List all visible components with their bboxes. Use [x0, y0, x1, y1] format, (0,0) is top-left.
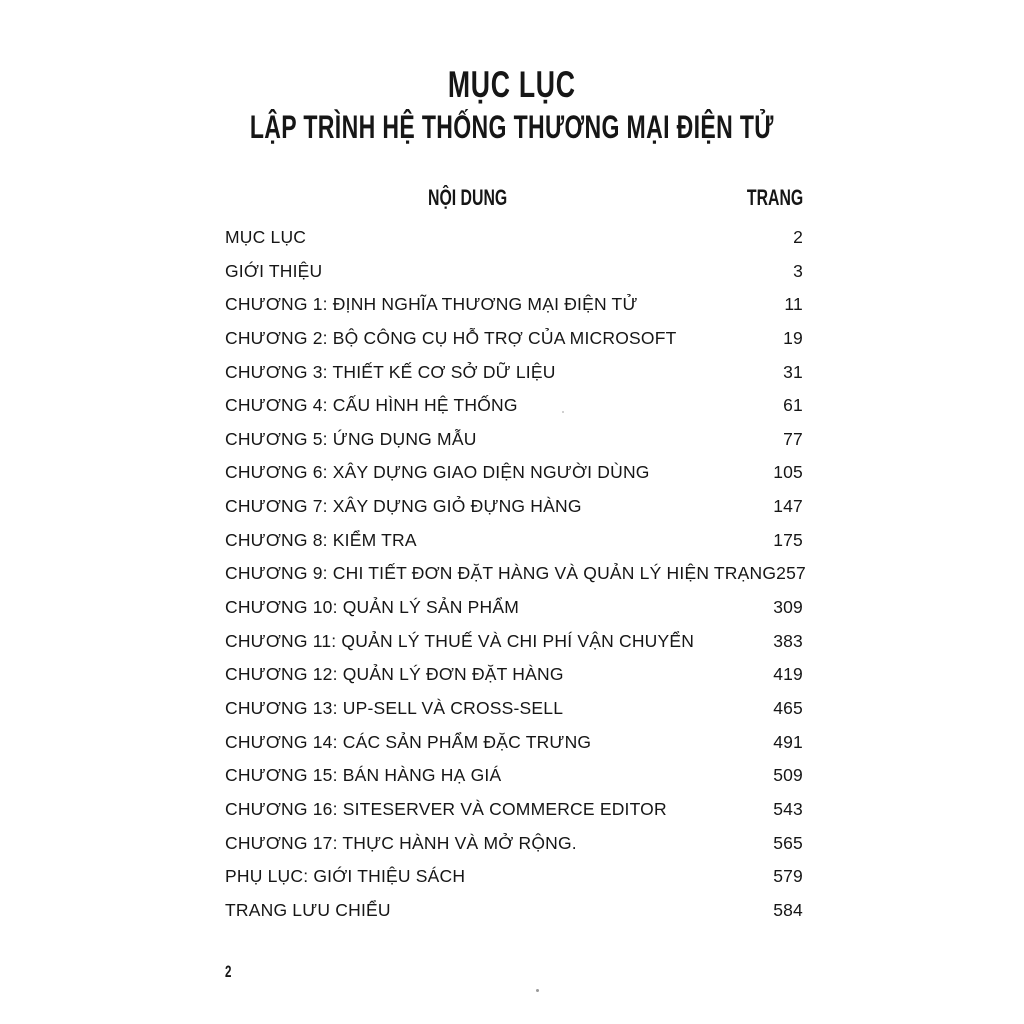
page-title: MỤC LỤC — [448, 64, 576, 105]
toc-entry-label: CHƯƠNG 15: BÁN HÀNG HẠ GIÁ — [225, 765, 502, 786]
toc-row — [225, 894, 803, 928]
toc-entry-label: PHỤ LỤC: GIỚI THIỆU SÁCH — [225, 866, 466, 887]
toc-entry-label: GIỚI THIỆU — [225, 260, 323, 281]
footer-page-number: 2 — [225, 962, 232, 981]
toc-entry-label: CHƯƠNG 12: QUẢN LÝ ĐƠN ĐẶT HÀNG — [225, 664, 564, 685]
toc-entry-label: CHƯƠNG 14: CÁC SẢN PHẨM ĐẶC TRƯNG — [225, 731, 592, 752]
toc-entry-page: 419 — [773, 664, 803, 685]
toc-entry-page: 257 — [776, 563, 806, 584]
toc-entry-page: 509 — [773, 765, 803, 786]
toc-entry-page: 61 — [783, 395, 803, 416]
toc-entry-page: 175 — [773, 529, 803, 550]
toc-header-row — [225, 185, 803, 215]
column-header-page: TRANG — [746, 185, 803, 210]
toc-row — [225, 423, 803, 457]
toc-row — [225, 255, 803, 289]
toc-entry-label: CHƯƠNG 9: CHI TIẾT ĐƠN ĐẶT HÀNG VÀ QUẢN LÝ HIỆN TRẠNG — [225, 563, 777, 584]
toc-row — [225, 557, 806, 591]
toc-entry-label: CHƯƠNG 3: THIẾT KẾ CƠ SỞ DỮ LIỆU — [225, 361, 556, 382]
toc-entry-label: CHƯƠNG 8: KIỂM TRA — [225, 529, 417, 550]
toc-table — [225, 185, 806, 920]
toc-row — [225, 692, 803, 726]
title-block — [0, 66, 1024, 146]
toc-row — [225, 860, 803, 894]
toc-entry-page: 105 — [773, 462, 803, 483]
toc-entry-page: 19 — [783, 327, 803, 348]
toc-row — [225, 658, 803, 692]
toc-entry-label: CHƯƠNG 16: SITESERVER VÀ COMMERCE EDITOR — [225, 798, 667, 819]
toc-entry-page: 309 — [773, 597, 803, 618]
toc-entry-label: CHƯƠNG 11: QUẢN LÝ THUẾ VÀ CHI PHÍ VẬN CHUYỂN — [225, 630, 695, 651]
toc-row — [225, 759, 803, 793]
toc-entry-label: CHƯƠNG 7: XÂY DỰNG GIỎ ĐỰNG HÀNG — [225, 496, 582, 517]
footer — [225, 962, 234, 982]
toc-row — [225, 356, 803, 390]
toc-row — [225, 524, 803, 558]
toc-entry-label: CHƯƠNG 10: QUẢN LÝ SẢN PHẨM — [225, 597, 520, 618]
toc-entry-page: 147 — [773, 496, 803, 517]
toc-entry-label: CHƯƠNG 6: XÂY DỰNG GIAO DIỆN NGƯỜI DÙNG — [225, 462, 650, 483]
toc-entry-page: 579 — [773, 866, 803, 887]
toc-entry-page: 31 — [783, 361, 803, 382]
scan-speck — [536, 989, 539, 992]
toc-row — [225, 389, 803, 423]
toc-entry-page: 3 — [793, 260, 803, 281]
toc-entry-label: CHƯƠNG 5: ỨNG DỤNG MẪU — [225, 428, 477, 449]
toc-entry-label: CHƯƠNG 1: ĐỊNH NGHĨA THƯƠNG MẠI ĐIỆN TỬ — [225, 294, 638, 315]
scan-speck — [562, 411, 564, 413]
toc-row — [225, 490, 803, 524]
toc-row — [225, 456, 803, 490]
column-header-content: NỘI DUNG — [428, 185, 508, 210]
toc-entry-page: 491 — [773, 731, 803, 752]
toc-entry-label: TRANG LƯU CHIỂU — [225, 899, 391, 920]
toc-row — [225, 591, 803, 625]
toc-entry-label: CHƯƠNG 17: THỰC HÀNH VÀ MỞ RỘNG. — [225, 832, 577, 853]
toc-entry-page: 543 — [773, 798, 803, 819]
toc-entry-label: CHƯƠNG 13: UP-SELL VÀ CROSS-SELL — [225, 697, 564, 718]
toc-row — [225, 793, 803, 827]
toc-row — [225, 625, 803, 659]
toc-entry-page: 2 — [793, 227, 803, 247]
toc-rows — [225, 221, 806, 927]
toc-entry-label: MỤC LỤC — [225, 227, 307, 247]
toc-entry-page: 11 — [784, 294, 803, 315]
toc-row — [225, 827, 803, 861]
toc-entry-page: 383 — [773, 630, 803, 651]
toc-entry-page: 77 — [783, 428, 803, 449]
toc-row — [225, 221, 803, 255]
toc-entry-label: CHƯƠNG 4: CẤU HÌNH HỆ THỐNG — [225, 395, 518, 416]
book-title: LẬP TRÌNH HỆ THỐNG THƯƠNG MẠI ĐIỆN TỬ — [250, 109, 774, 145]
toc-entry-page: 465 — [773, 697, 803, 718]
toc-row — [225, 288, 803, 322]
toc-entry-page: 565 — [773, 832, 803, 853]
toc-row — [225, 322, 803, 356]
toc-entry-label: CHƯƠNG 2: BỘ CÔNG CỤ HỖ TRỢ CỦA MICROSOFT — [225, 327, 677, 348]
toc-entry-page: 584 — [773, 899, 803, 920]
toc-row — [225, 726, 803, 760]
